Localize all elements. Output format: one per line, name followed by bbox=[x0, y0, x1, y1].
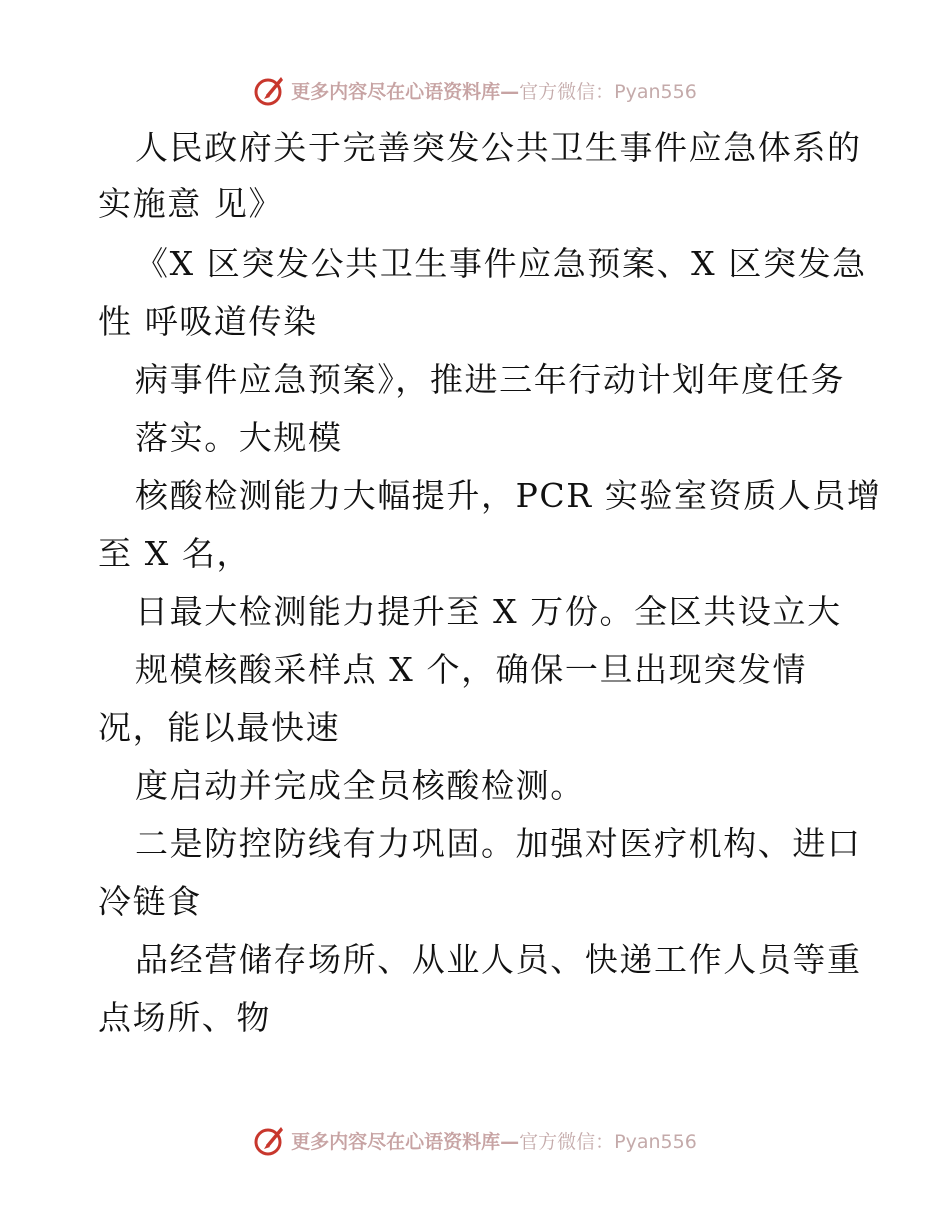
text-line: 品经营储存场所、从业人员、快递工作人员等重 bbox=[135, 940, 862, 979]
text-line: 核酸检测能力大幅提升，PCR 实验室资质人员增 bbox=[135, 476, 882, 515]
text-line: 二是防控防线有力巩固。加强对医疗机构、进口 bbox=[135, 824, 862, 863]
footer-watermark bbox=[0, 1120, 950, 1160]
brand-dash: — bbox=[500, 1130, 520, 1153]
text-line: 病事件应急预案》，推进三年行动计划年度任务 bbox=[135, 360, 846, 399]
quill-circle-icon bbox=[253, 1123, 287, 1157]
text-line: 度启动并完成全员核酸检测。 bbox=[135, 766, 585, 805]
text-line: 实施意 见》 bbox=[98, 184, 284, 223]
text-line: 日最大检测能力提升至 X 万份。全区共设立大 bbox=[135, 592, 842, 631]
text-line: 点场所、物 bbox=[98, 998, 271, 1037]
text-line: 况，能以最快速 bbox=[98, 708, 341, 747]
text-line: 至 X 名， bbox=[98, 534, 252, 573]
text-line: 性 呼吸道传染 bbox=[98, 302, 318, 341]
brand-wechat: 官方微信：Pyan556 bbox=[519, 1130, 697, 1153]
quill-circle-icon bbox=[253, 73, 287, 107]
brand-dash: — bbox=[500, 80, 520, 103]
text-line: 人民政府关于完善突发公共卫生事件应急体系的 bbox=[135, 128, 862, 167]
text-line: 落实。大规模 bbox=[135, 418, 343, 457]
brand-wechat: 官方微信：Pyan556 bbox=[519, 80, 697, 103]
brand-name: 更多内容尽在心语资料库 bbox=[291, 80, 501, 103]
text-line: 规模核酸采样点 X 个，确保一旦出现突发情 bbox=[135, 650, 808, 689]
watermark-text bbox=[291, 77, 697, 104]
text-line: 《X 区突发公共卫生事件应急预案、X 区突发急 bbox=[135, 244, 867, 283]
text-line: 冷链食 bbox=[98, 882, 202, 921]
header-watermark bbox=[0, 70, 950, 110]
watermark-text bbox=[291, 1127, 697, 1154]
brand-name: 更多内容尽在心语资料库 bbox=[291, 1130, 501, 1153]
